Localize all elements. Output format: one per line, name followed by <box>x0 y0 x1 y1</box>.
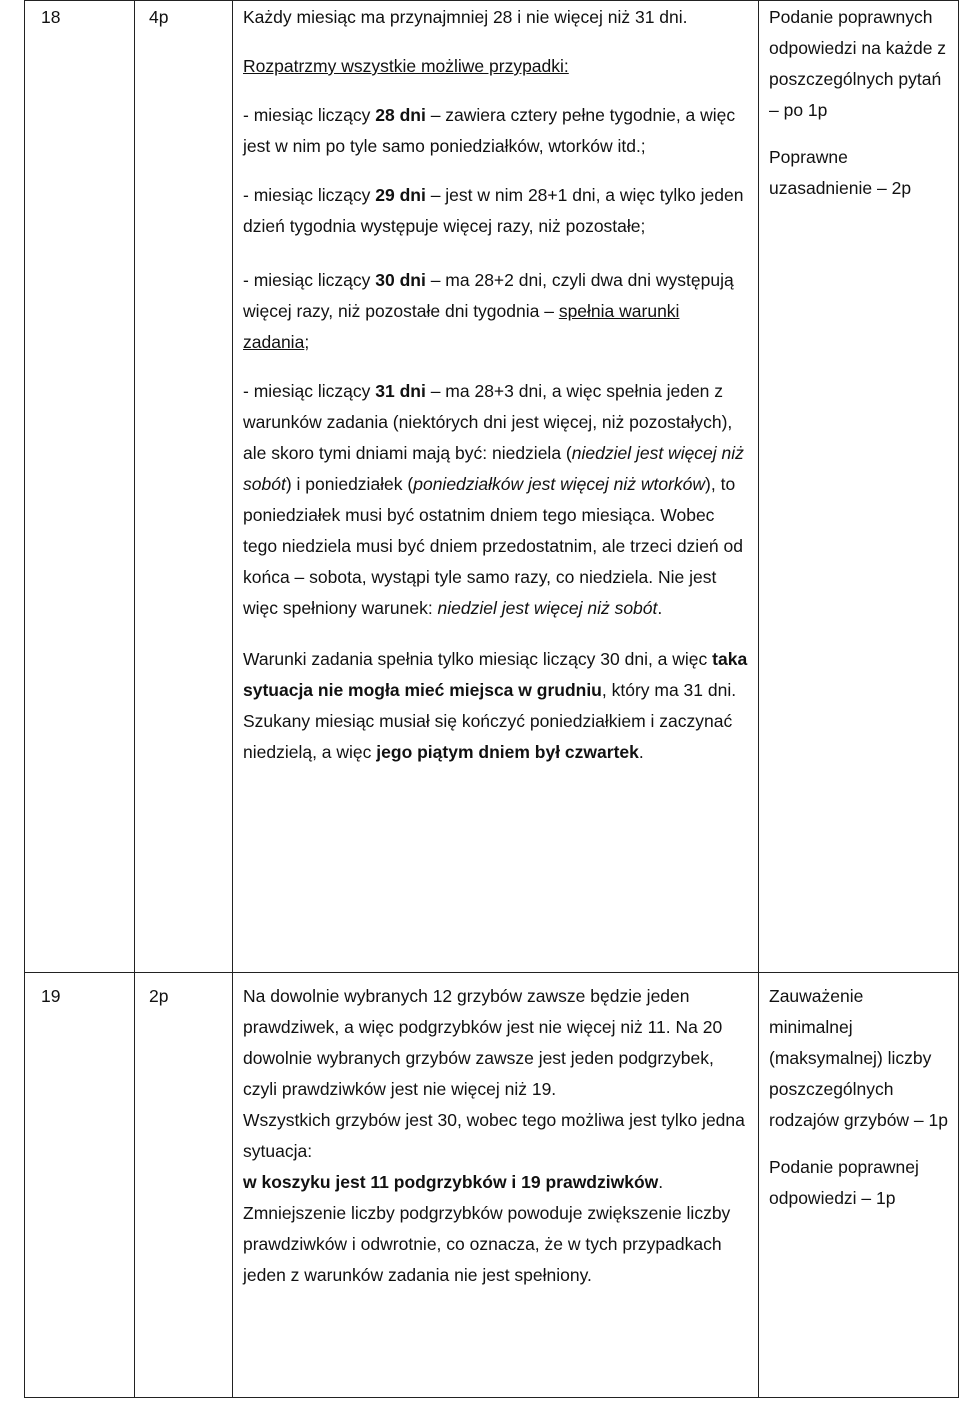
task-number: 19 <box>25 973 135 1398</box>
case-31-days: - miesiąc liczący 31 dni – ma 28+3 dni, a więc spełnia jeden z warunków zadania (niektórych dni jest więcej, niż pozostałych), ale skoro tymi dniami mają być: niedziela (niedziel jest więcej niż sobót) i poniedziałek (poniedziałków jest więcej niż wtorków), to poniedziałek musi być ostatnim dniem tego miesiąca. Wobec tego niedziela musi być dniem przedostatnim, ale trzeci dzień od końca – sobota, wystąpi tyle samo razy, co niedziela. Nie jest więc spełniony warunek: niedziel jest więcej niż sobót. <box>243 381 744 618</box>
solution-paragraph-3: Zmniejszenie liczby podgrzybków powoduje zwiększenie liczby prawdziwków i odwrotnie, co oznacza, że w tych przypadkach jeden z warunków zadania nie jest spełniony. <box>243 1203 731 1285</box>
task-solution <box>233 973 759 1398</box>
solution-paragraph-1: Na dowolnie wybranych 12 grzybów zawsze będzie jeden prawdziwek, a więc podgrzybków jest nie więcej niż 11. Na 20 dowolnie wybranych grzybów zawsze jest jeden podgrzybek, czyli prawdziwków jest nie więcej niż 19. <box>243 986 723 1099</box>
cases-heading: Rozpatrzmy wszystkie możliwe przypadki: <box>243 56 569 76</box>
solution-answer: w koszyku jest 11 podgrzybków i 19 prawdziwków. <box>243 1172 664 1192</box>
conclusion: Warunki zadania spełnia tylko miesiąc liczący 30 dni, a więc taka sytuacja nie mogła mieć miejsca w grudniu, który ma 31 dni. Szukany miesiąc musiał się kończyć poniedziałkiem i zaczynać niedzielą, a więc jego piątym dniem był czwartek. <box>243 649 748 762</box>
task-number: 18 <box>25 1 135 973</box>
solution-paragraph-2: Wszystkich grzybów jest 30, wobec tego możliwa jest tylko jedna sytuacja: <box>243 1110 745 1161</box>
case-29-days: - miesiąc liczący 29 dni – jest w nim 28+1 dni, a więc tylko jeden dzień tygodnia występuje więcej razy, niż pozostałe; <box>243 185 744 236</box>
task-row-19 <box>25 973 959 1398</box>
answer-key-table <box>24 0 959 1398</box>
criterion-2: Poprawne uzasadnienie – 2p <box>769 147 912 198</box>
task-points: 4p <box>135 1 233 973</box>
task-solution <box>233 1 759 973</box>
task-row-18 <box>25 1 959 973</box>
scoring-criteria <box>759 973 959 1398</box>
task-points: 2p <box>135 973 233 1398</box>
criterion-1: Podanie poprawnych odpowiedzi na każde z poszczególnych pytań – po 1p <box>769 7 947 120</box>
case-30-days: - miesiąc liczący 30 dni – ma 28+2 dni, czyli dwa dni występują więcej razy, niż pozostałe dni tygodnia – spełnia warunki zadania; <box>243 270 734 352</box>
criterion-1: Zauważenie minimalnej (maksymalnej) liczby poszczególnych rodzajów grzybów – 1p <box>769 986 948 1130</box>
solution-intro: Każdy miesiąc ma przynajmniej 28 i nie więcej niż 31 dni. <box>243 7 688 27</box>
case-28-days: - miesiąc liczący 28 dni – zawiera cztery pełne tygodnie, a więc jest w nim po tyle samo poniedziałków, wtorków itd.; <box>243 105 736 156</box>
criterion-2: Podanie poprawnej odpowiedzi – 1p <box>769 1157 919 1208</box>
scoring-criteria <box>759 1 959 973</box>
